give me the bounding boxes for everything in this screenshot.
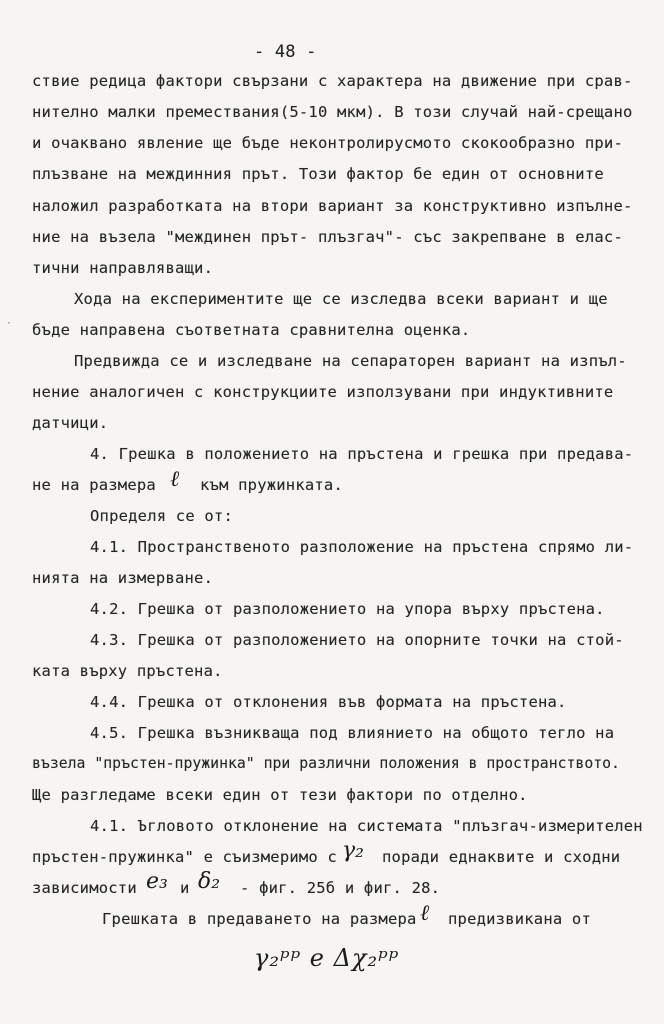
text-line-6: ние на възела "междинен прът- плъзгач"- със закрепване в елас- bbox=[32, 228, 623, 246]
text-line-10: Предвижда се и изследване на сепараторен вариант на изпъл- bbox=[74, 352, 627, 370]
item-4-5: 4.5. Грешка възникваща под влиянието на общото тегло на bbox=[90, 724, 615, 742]
text-line-3: и очаквано явление ще бъде неконтролирусмото скокообразно при- bbox=[32, 134, 623, 152]
item-4-3-cont: ката върху пръстена. bbox=[32, 662, 223, 680]
text-line-29b: предизвикана от bbox=[448, 910, 591, 928]
handwritten-delta2: δ₂ bbox=[198, 869, 221, 894]
margin-speck: · bbox=[6, 318, 13, 329]
item-4-1-cont: нията на измерване. bbox=[32, 569, 214, 587]
subsection-4-1: 4.1. Ъгловото отклонение на системата "плъзгач-измерителен bbox=[90, 817, 643, 835]
text-line-9: бъде направена съответната сравнителна оценка. bbox=[32, 321, 471, 339]
text-line-29a: Грешката в предаването на размера bbox=[102, 910, 417, 928]
handwritten-size-symbol-2: ℓ bbox=[420, 901, 430, 926]
text-line-7: тични направляващи. bbox=[32, 259, 214, 277]
text-line-14a: не на размера bbox=[32, 476, 156, 494]
text-line-28c: - фиг. 25б и фиг. 28. bbox=[240, 879, 441, 897]
text-line-11: нение аналогичен с конструкциите използувани при индуктивните bbox=[32, 383, 614, 401]
text-line-8: Хода на експериментите ще се изследва всеки вариант и ще bbox=[74, 290, 608, 308]
handwritten-formula: γ₂ᵖᵖ e Δχ₂ᵖᵖ bbox=[254, 944, 400, 972]
text-line-1: ствие редица фактори свързани с характера на движение при срав- bbox=[32, 72, 633, 90]
text-line-2: нително малки премествания(5-10 мкм). В този случай най-срещано bbox=[32, 103, 633, 121]
text-line-15: Определя се от: bbox=[90, 507, 233, 525]
item-4-1: 4.1. Пространственото разположение на пръстена спрямо ли- bbox=[90, 538, 634, 556]
text-line-28b: и bbox=[180, 879, 190, 897]
text-line-14b: към пружинката. bbox=[200, 476, 343, 494]
item-4-3: 4.3. Грешка от разположението на опорните точки на стой- bbox=[90, 631, 624, 649]
handwritten-e3: e₃ bbox=[146, 869, 168, 894]
text-line-4: плъзване на междинния прът. Този фактор бе един от основните bbox=[32, 165, 604, 183]
section-4-heading: 4. Грешка в положението на пръстена и грешка при предава- bbox=[90, 445, 634, 463]
text-line-27a: пръстен-пружинка" е съизмеримо с bbox=[32, 848, 338, 866]
text-line-27b: поради еднаквите и сходни bbox=[382, 848, 621, 866]
item-4-2: 4.2. Грешка от разположението на упора върху пръстена. bbox=[90, 600, 605, 618]
item-4-4: 4.4. Грешка от отклонения във формата на пръстена. bbox=[90, 693, 567, 711]
page-number: - 48 - bbox=[254, 42, 317, 62]
handwritten-size-symbol: ℓ bbox=[170, 467, 180, 492]
text-line-25: Ще разгледаме всеки един от тези фактори по отделно. bbox=[32, 786, 528, 804]
item-4-5-cont: възела "пръстен-пружинка" при различни положения в пространството. bbox=[32, 755, 620, 772]
handwritten-gamma2: γ₂ bbox=[342, 838, 364, 863]
text-line-12: датчици. bbox=[32, 414, 109, 432]
text-line-28a: зависимости bbox=[32, 879, 137, 897]
text-line-5: наложил разработката на втори вариант за конструктивно изпълне- bbox=[32, 197, 633, 215]
